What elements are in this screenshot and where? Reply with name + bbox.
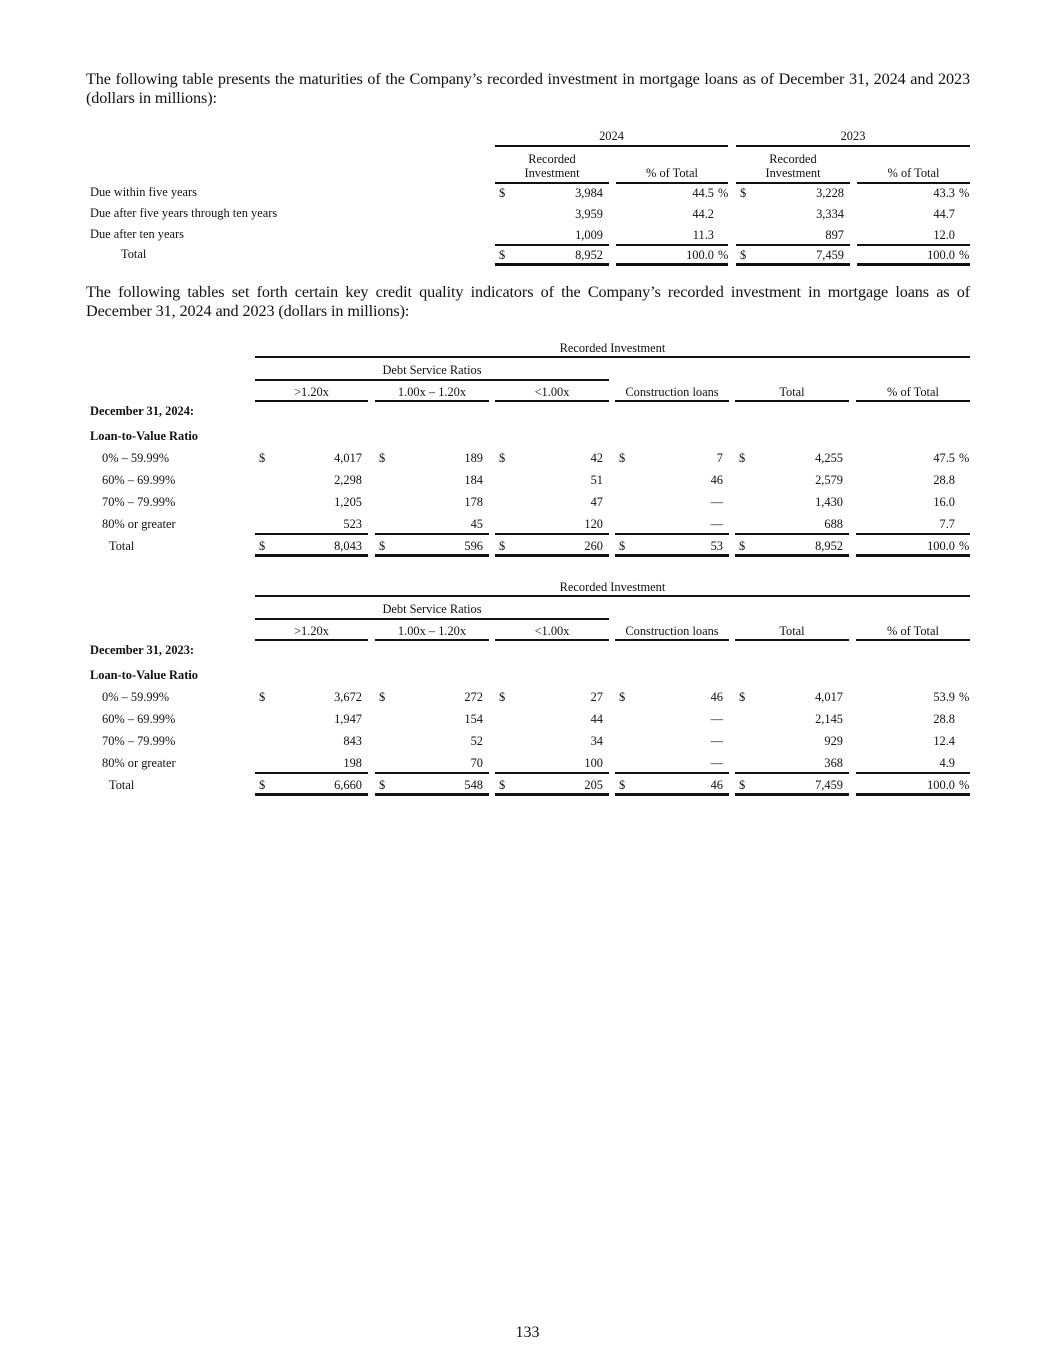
cell-construction: 53: [710, 539, 723, 553]
cell-dsr-gt120: 523: [343, 517, 362, 531]
currency-symbol: $: [619, 690, 626, 704]
cell-total: 2,145: [815, 712, 843, 726]
double-underline: [615, 793, 729, 796]
group-header-recorded-investment: Recorded Investment: [559, 580, 666, 594]
subgroup-header-debt-service-ratios: Debt Service Ratios: [382, 363, 482, 377]
cell-dsr-lt100: 51: [590, 473, 603, 487]
currency-symbol: $: [379, 451, 386, 465]
cell-pct-2024: 11.3: [692, 228, 714, 242]
year-header-2024: 2024: [599, 129, 624, 143]
col-header-dsr-gt120: >1.20x: [294, 624, 329, 638]
row-label: 70% – 79.99%: [102, 495, 176, 509]
cell-construction: 46: [710, 690, 723, 704]
percent-sign: %: [718, 186, 729, 200]
col-header-line: Investment: [524, 166, 580, 180]
cell-construction: 46: [710, 778, 723, 792]
currency-symbol: $: [740, 186, 747, 200]
currency-symbol: $: [739, 451, 746, 465]
cell-dsr-gt120: 1,947: [334, 712, 362, 726]
cell-inv-2023: 3,334: [816, 207, 844, 221]
cell-inv-2024: 8,952: [575, 248, 603, 262]
cell-pct: 4.9: [939, 756, 955, 770]
cell-pct-2023: 12.0: [933, 228, 955, 242]
cell-total: 929: [824, 734, 843, 748]
currency-symbol: $: [259, 451, 266, 465]
currency-symbol: $: [739, 690, 746, 704]
col-header-pct-total-2023: % of Total: [887, 166, 940, 180]
cell-pct-2023: 44.7: [933, 207, 955, 221]
ltv-ratio-label: Loan-to-Value Ratio: [90, 429, 198, 443]
cell-inv-2024: 3,984: [575, 186, 603, 200]
col-header-construction-loans: Construction loans: [625, 624, 719, 638]
header-rule: [735, 639, 849, 641]
cell-dsr-100-120: 154: [464, 712, 483, 726]
double-underline: [495, 793, 609, 796]
cell-pct-2024: 44.5: [692, 186, 714, 200]
cell-inv-2024: 1,009: [575, 228, 603, 242]
cell-total: 7,459: [815, 778, 843, 792]
col-header-dsr-100-120: 1.00x – 1.20x: [397, 624, 467, 638]
cell-inv-2024: 3,959: [575, 207, 603, 221]
cell-dsr-gt120: 6,660: [334, 778, 362, 792]
cell-dsr-gt120: 2,298: [334, 473, 362, 487]
row-label: Total: [121, 247, 147, 261]
cell-dsr-100-120: 178: [464, 495, 483, 509]
cell-total: 1,430: [815, 495, 843, 509]
percent-sign: %: [959, 690, 970, 704]
col-header-dsr-gt120: >1.20x: [294, 385, 329, 399]
cell-pct: 100.0: [927, 539, 955, 553]
cell-dsr-lt100: 120: [584, 517, 603, 531]
cell-dsr-100-120: 184: [464, 473, 483, 487]
row-label: 60% – 69.99%: [102, 712, 176, 726]
page-number: 133: [515, 1324, 540, 1341]
cell-total: 8,952: [815, 539, 843, 553]
cell-construction: —: [710, 517, 723, 531]
row-label: 0% – 59.99%: [102, 451, 170, 465]
currency-symbol: $: [499, 539, 506, 553]
section-date-label: December 31, 2023:: [90, 643, 195, 657]
double-underline: [856, 793, 970, 796]
currency-symbol: $: [499, 186, 506, 200]
subtotal-rule: [375, 772, 489, 774]
percent-sign: %: [959, 248, 970, 262]
row-label: Total: [109, 539, 135, 553]
percent-sign: %: [718, 248, 729, 262]
header-rule: [856, 639, 970, 641]
cell-construction: —: [710, 495, 723, 509]
subtotal-rule: [495, 772, 609, 774]
cell-pct: 53.9: [933, 690, 955, 704]
cell-pct-2024: 44.2: [692, 207, 714, 221]
subtotal-rule: [856, 772, 970, 774]
currency-symbol: $: [619, 539, 626, 553]
currency-symbol: $: [619, 778, 626, 792]
double-underline: [735, 793, 849, 796]
cell-dsr-lt100: 44: [590, 712, 603, 726]
col-header-dsr-lt100: <1.00x: [534, 624, 570, 638]
year-header-2023: 2023: [840, 129, 866, 143]
cell-construction: 7: [716, 451, 723, 465]
row-label: Total: [109, 778, 135, 792]
cell-construction: —: [710, 712, 723, 726]
cell-construction: 46: [710, 473, 723, 487]
row-label: 0% – 59.99%: [102, 690, 170, 704]
subgroup-header-debt-service-ratios: Debt Service Ratios: [382, 602, 482, 616]
col-header-construction-loans: Construction loans: [625, 385, 719, 399]
row-label: 80% or greater: [102, 756, 176, 770]
cell-dsr-lt100: 205: [584, 778, 603, 792]
cell-dsr-lt100: 260: [584, 539, 603, 553]
group-header-recorded-investment: Recorded Investment: [559, 341, 666, 355]
row-label: Due after five years through ten years: [90, 206, 278, 220]
cell-dsr-lt100: 27: [590, 690, 603, 704]
cell-dsr-gt120: 3,672: [334, 690, 362, 704]
row-label: Due within five years: [90, 185, 198, 199]
currency-symbol: $: [739, 539, 746, 553]
col-header-pct-of-total: % of Total: [887, 624, 939, 638]
cell-dsr-100-120: 52: [470, 734, 483, 748]
currency-symbol: $: [739, 778, 746, 792]
currency-symbol: $: [259, 539, 266, 553]
currency-symbol: $: [740, 248, 747, 262]
col-header-dsr-100-120: 1.00x – 1.20x: [397, 385, 467, 399]
intro-paragraph-maturities: The following table presents the maturities of the Company’s recorded investment in mortgage loans as of December 31, 2024 and 2023 (dollars in millions):: [86, 70, 970, 107]
cell-pct-2024: 100.0: [686, 248, 714, 262]
subtotal-rule: [615, 772, 729, 774]
cell-dsr-gt120: 4,017: [334, 451, 362, 465]
header-rule: [255, 639, 368, 641]
col-header-total: Total: [779, 624, 805, 638]
cell-pct-2023: 43.3: [933, 186, 955, 200]
percent-sign: %: [959, 451, 970, 465]
currency-symbol: $: [499, 248, 506, 262]
percent-sign: %: [959, 539, 970, 553]
header-rule: [375, 639, 489, 641]
double-underline: [255, 793, 368, 796]
col-header-line: Investment: [765, 166, 821, 180]
currency-symbol: $: [619, 451, 626, 465]
intro-paragraph-credit-quality: The following tables set forth certain key credit quality indicators of the Company’s recorded investment in mortgage loans as of December 31, 2024 and 2023 (dollars in millions):: [86, 283, 970, 320]
cell-dsr-100-120: 45: [470, 517, 483, 531]
row-label: Due after ten years: [90, 227, 184, 241]
cell-construction: —: [710, 734, 723, 748]
cell-pct: 47.5: [933, 451, 955, 465]
cell-dsr-lt100: 100: [584, 756, 603, 770]
ltv-ratio-label: Loan-to-Value Ratio: [90, 668, 198, 682]
header-rule: [255, 595, 970, 597]
cell-construction: —: [710, 756, 723, 770]
percent-sign: %: [959, 186, 970, 200]
row-label: 70% – 79.99%: [102, 734, 176, 748]
col-header-total: Total: [779, 385, 805, 399]
row-label: 60% – 69.99%: [102, 473, 176, 487]
cell-dsr-100-120: 596: [464, 539, 483, 553]
cell-pct-2023: 100.0: [927, 248, 955, 262]
cell-total: 4,255: [815, 451, 843, 465]
cell-pct: 12.4: [933, 734, 955, 748]
cell-dsr-100-120: 272: [464, 690, 483, 704]
currency-symbol: $: [379, 539, 386, 553]
cell-dsr-lt100: 42: [590, 451, 603, 465]
cell-total: 4,017: [815, 690, 843, 704]
cell-dsr-gt120: 8,043: [334, 539, 362, 553]
cell-dsr-100-120: 548: [464, 778, 483, 792]
double-underline: [375, 793, 489, 796]
subtotal-rule: [255, 772, 368, 774]
cell-pct: 16.0: [933, 495, 955, 509]
cell-pct: 100.0: [927, 778, 955, 792]
cell-dsr-lt100: 34: [590, 734, 603, 748]
cell-total: 368: [824, 756, 843, 770]
cell-dsr-gt120: 198: [343, 756, 362, 770]
col-header-line: Recorded: [769, 152, 817, 166]
header-rule: [615, 639, 729, 641]
col-header-pct-total-2024: % of Total: [646, 166, 698, 180]
credit-quality-table-2023: [0, 239, 1055, 839]
header-rule: [255, 618, 609, 620]
cell-total: 688: [824, 517, 843, 531]
col-header-pct-of-total: % of Total: [887, 385, 939, 399]
currency-symbol: $: [379, 690, 386, 704]
subtotal-rule: [735, 772, 849, 774]
currency-symbol: $: [499, 778, 506, 792]
cell-dsr-gt120: 1,205: [334, 495, 362, 509]
currency-symbol: $: [499, 690, 506, 704]
cell-dsr-gt120: 843: [343, 734, 362, 748]
cell-pct: 28.8: [933, 712, 955, 726]
cell-inv-2023: 3,228: [816, 186, 844, 200]
currency-symbol: $: [259, 778, 266, 792]
cell-pct: 7.7: [939, 517, 955, 531]
cell-dsr-100-120: 189: [464, 451, 483, 465]
cell-dsr-lt100: 47: [590, 495, 603, 509]
section-date-label: December 31, 2024:: [90, 404, 195, 418]
currency-symbol: $: [379, 778, 386, 792]
col-header-dsr-lt100: <1.00x: [534, 385, 570, 399]
percent-sign: %: [959, 778, 970, 792]
header-rule: [495, 639, 609, 641]
col-header-line: Recorded: [528, 152, 576, 166]
cell-inv-2023: 897: [825, 228, 844, 242]
row-label: 80% or greater: [102, 517, 176, 531]
currency-symbol: $: [259, 690, 266, 704]
cell-inv-2023: 7,459: [816, 248, 844, 262]
currency-symbol: $: [499, 451, 506, 465]
cell-pct: 28.8: [933, 473, 955, 487]
cell-total: 2,579: [815, 473, 843, 487]
cell-dsr-100-120: 70: [470, 756, 483, 770]
